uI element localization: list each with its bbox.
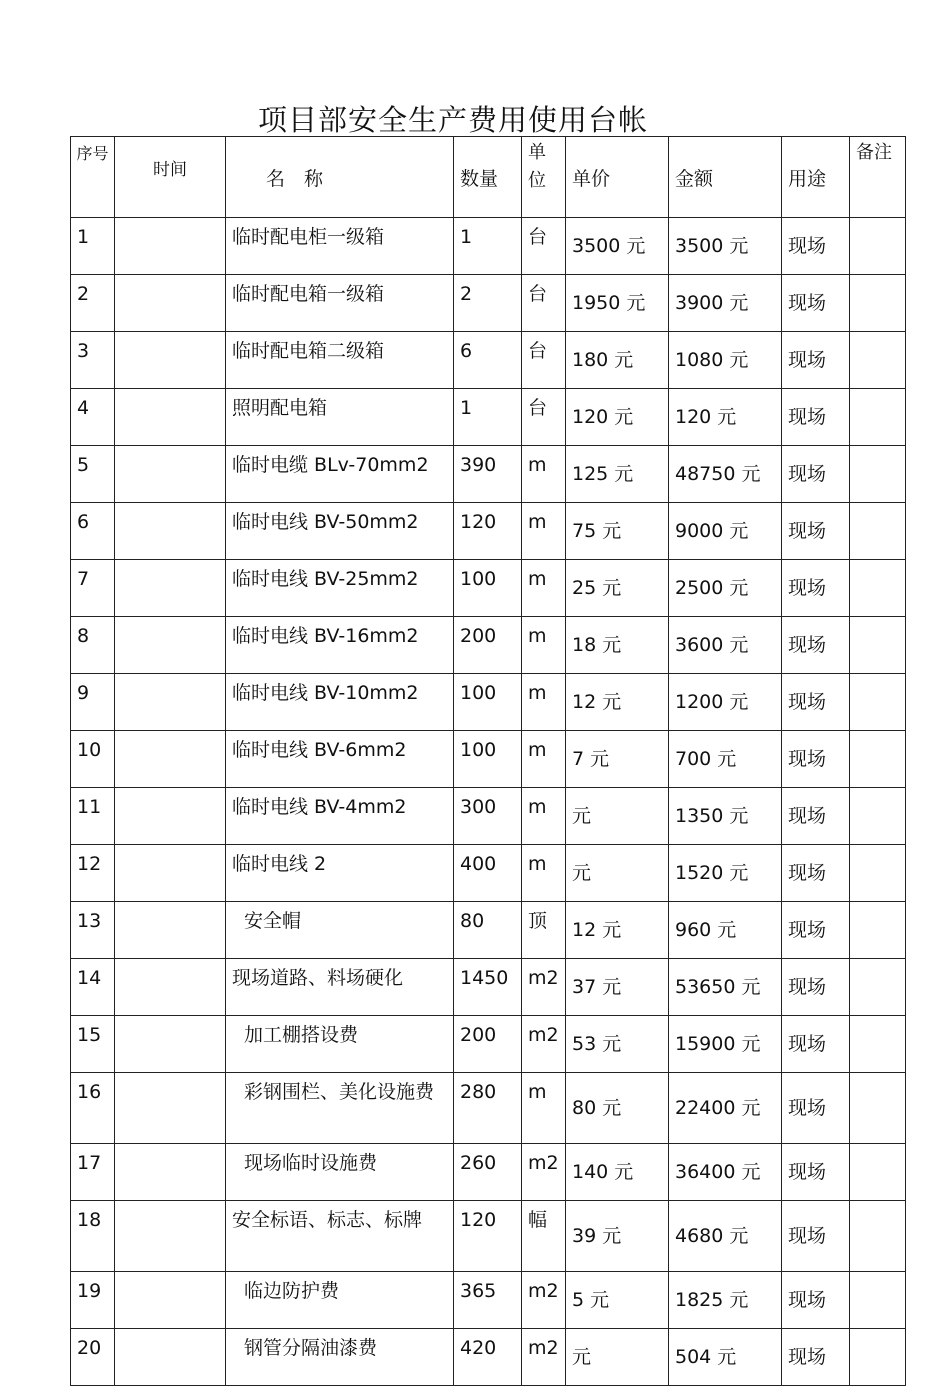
header-seq: 序号: [71, 137, 115, 218]
price-cell: 140 元: [566, 1144, 669, 1201]
time-cell: [115, 560, 226, 617]
name-cell: 临时配电箱一级箱: [226, 275, 454, 332]
ledger-table: [70, 136, 906, 1386]
remark-cell: [850, 1329, 906, 1386]
usage-cell: 现场: [782, 617, 850, 674]
seq-cell: 14: [71, 959, 115, 1016]
time-cell: [115, 731, 226, 788]
amount-cell: 960 元: [669, 902, 782, 959]
header-price: 单价: [566, 137, 669, 218]
amount-cell: 1520 元: [669, 845, 782, 902]
amount-cell: 53650 元: [669, 959, 782, 1016]
qty-cell: 390: [454, 446, 522, 503]
table-row: [71, 560, 906, 617]
seq-cell: 3: [71, 332, 115, 389]
name-cell: 照明配电箱: [226, 389, 454, 446]
usage-cell: 现场: [782, 674, 850, 731]
table-row: [71, 1329, 906, 1386]
remark-cell: [850, 617, 906, 674]
price-cell: 39 元: [566, 1201, 669, 1272]
header-time: 时间: [115, 137, 226, 218]
unit-cell: 台: [522, 275, 566, 332]
name-cell: 临时配电柜一级箱: [226, 218, 454, 275]
qty-cell: 200: [454, 617, 522, 674]
time-cell: [115, 788, 226, 845]
header-unit: 单位: [522, 137, 566, 218]
qty-cell: 120: [454, 503, 522, 560]
price-cell: 5 元: [566, 1272, 669, 1329]
seq-cell: 15: [71, 1016, 115, 1073]
amount-cell: 48750 元: [669, 446, 782, 503]
usage-cell: 现场: [782, 1329, 850, 1386]
remark-cell: [850, 560, 906, 617]
usage-cell: 现场: [782, 959, 850, 1016]
table-row: [71, 1144, 906, 1201]
unit-cell: m: [522, 674, 566, 731]
name-cell: 彩钢围栏、美化设施费: [226, 1073, 454, 1144]
usage-cell: 现场: [782, 902, 850, 959]
table-row: [71, 275, 906, 332]
qty-cell: 1450: [454, 959, 522, 1016]
qty-cell: 280: [454, 1073, 522, 1144]
page-title: 项目部安全生产费用使用台帐: [257, 103, 648, 137]
qty-cell: 1: [454, 218, 522, 275]
price-cell: 元: [566, 1329, 669, 1386]
seq-cell: 2: [71, 275, 115, 332]
amount-cell: 504 元: [669, 1329, 782, 1386]
unit-cell: m: [522, 1073, 566, 1144]
price-cell: 7 元: [566, 731, 669, 788]
remark-cell: [850, 731, 906, 788]
remark-cell: [850, 845, 906, 902]
name-cell: 临时电线 BV-25mm2: [226, 560, 454, 617]
qty-cell: 400: [454, 845, 522, 902]
unit-cell: m: [522, 446, 566, 503]
amount-cell: 3900 元: [669, 275, 782, 332]
table-row: [71, 218, 906, 275]
remark-cell: [850, 959, 906, 1016]
time-cell: [115, 1144, 226, 1201]
time-cell: [115, 1329, 226, 1386]
unit-cell: m: [522, 788, 566, 845]
remark-cell: [850, 674, 906, 731]
amount-cell: 22400 元: [669, 1073, 782, 1144]
price-cell: 18 元: [566, 617, 669, 674]
price-cell: 37 元: [566, 959, 669, 1016]
time-cell: [115, 1201, 226, 1272]
name-cell: 临时配电箱二级箱: [226, 332, 454, 389]
qty-cell: 100: [454, 560, 522, 617]
unit-cell: 幅: [522, 1201, 566, 1272]
amount-cell: 120 元: [669, 389, 782, 446]
seq-cell: 6: [71, 503, 115, 560]
remark-cell: [850, 788, 906, 845]
price-cell: 元: [566, 788, 669, 845]
header-remark: 备注: [850, 137, 906, 218]
unit-cell: 顶: [522, 902, 566, 959]
remark-cell: [850, 275, 906, 332]
time-cell: [115, 1073, 226, 1144]
price-cell: 12 元: [566, 674, 669, 731]
remark-cell: [850, 389, 906, 446]
amount-cell: 2500 元: [669, 560, 782, 617]
time-cell: [115, 503, 226, 560]
time-cell: [115, 845, 226, 902]
name-cell: 临时电线 BV-6mm2: [226, 731, 454, 788]
usage-cell: 现场: [782, 1016, 850, 1073]
remark-cell: [850, 446, 906, 503]
time-cell: [115, 959, 226, 1016]
name-cell: 临时电线 BV-16mm2: [226, 617, 454, 674]
table-row: [71, 1272, 906, 1329]
seq-cell: 16: [71, 1073, 115, 1144]
name-cell: 临时电线 BV-4mm2: [226, 788, 454, 845]
name-cell: 钢管分隔油漆费: [226, 1329, 454, 1386]
table-row: [71, 617, 906, 674]
table-row: [71, 1073, 906, 1144]
qty-cell: 100: [454, 731, 522, 788]
unit-cell: m: [522, 503, 566, 560]
price-cell: 12 元: [566, 902, 669, 959]
table-row: [71, 446, 906, 503]
amount-cell: 1350 元: [669, 788, 782, 845]
time-cell: [115, 446, 226, 503]
usage-cell: 现场: [782, 845, 850, 902]
table-row: [71, 1016, 906, 1073]
price-cell: 120 元: [566, 389, 669, 446]
unit-cell: m2: [522, 959, 566, 1016]
usage-cell: 现场: [782, 332, 850, 389]
amount-cell: 1080 元: [669, 332, 782, 389]
seq-cell: 19: [71, 1272, 115, 1329]
remark-cell: [850, 332, 906, 389]
usage-cell: 现场: [782, 1272, 850, 1329]
price-cell: 125 元: [566, 446, 669, 503]
qty-cell: 6: [454, 332, 522, 389]
remark-cell: [850, 1272, 906, 1329]
seq-cell: 10: [71, 731, 115, 788]
name-cell: 临边防护费: [226, 1272, 454, 1329]
unit-cell: m2: [522, 1272, 566, 1329]
amount-cell: 4680 元: [669, 1201, 782, 1272]
name-cell: 临时电线 BV-10mm2: [226, 674, 454, 731]
price-cell: 元: [566, 845, 669, 902]
seq-cell: 7: [71, 560, 115, 617]
amount-cell: 15900 元: [669, 1016, 782, 1073]
usage-cell: 现场: [782, 275, 850, 332]
seq-cell: 20: [71, 1329, 115, 1386]
unit-cell: m: [522, 617, 566, 674]
usage-cell: 现场: [782, 446, 850, 503]
remark-cell: [850, 1144, 906, 1201]
qty-cell: 80: [454, 902, 522, 959]
seq-cell: 8: [71, 617, 115, 674]
time-cell: [115, 1016, 226, 1073]
usage-cell: 现场: [782, 218, 850, 275]
header-usage: 用途: [782, 137, 850, 218]
amount-cell: 9000 元: [669, 503, 782, 560]
qty-cell: 420: [454, 1329, 522, 1386]
amount-cell: 700 元: [669, 731, 782, 788]
seq-cell: 13: [71, 902, 115, 959]
table-row: [71, 332, 906, 389]
amount-cell: 3600 元: [669, 617, 782, 674]
price-cell: 80 元: [566, 1073, 669, 1144]
table-row: [71, 902, 906, 959]
time-cell: [115, 389, 226, 446]
time-cell: [115, 902, 226, 959]
price-cell: 3500 元: [566, 218, 669, 275]
qty-cell: 120: [454, 1201, 522, 1272]
qty-cell: 300: [454, 788, 522, 845]
unit-cell: m2: [522, 1329, 566, 1386]
seq-cell: 12: [71, 845, 115, 902]
usage-cell: 现场: [782, 788, 850, 845]
header-name: 名 称: [226, 137, 454, 218]
qty-cell: 2: [454, 275, 522, 332]
remark-cell: [850, 902, 906, 959]
seq-cell: 5: [71, 446, 115, 503]
seq-cell: 11: [71, 788, 115, 845]
usage-cell: 现场: [782, 389, 850, 446]
header-amount: 金额: [669, 137, 782, 218]
remark-cell: [850, 218, 906, 275]
table-row: [71, 674, 906, 731]
table-row: [71, 503, 906, 560]
unit-cell: m2: [522, 1144, 566, 1201]
qty-cell: 100: [454, 674, 522, 731]
seq-cell: 18: [71, 1201, 115, 1272]
name-cell: 加工棚搭设费: [226, 1016, 454, 1073]
price-cell: 25 元: [566, 560, 669, 617]
seq-cell: 17: [71, 1144, 115, 1201]
table-row: [71, 389, 906, 446]
usage-cell: 现场: [782, 1073, 850, 1144]
amount-cell: 1825 元: [669, 1272, 782, 1329]
table-row: [71, 788, 906, 845]
table-row: [71, 1201, 906, 1272]
qty-cell: 260: [454, 1144, 522, 1201]
header-row: [71, 137, 906, 218]
name-cell: 安全标语、标志、标牌: [226, 1201, 454, 1272]
time-cell: [115, 617, 226, 674]
remark-cell: [850, 503, 906, 560]
amount-cell: 36400 元: [669, 1144, 782, 1201]
name-cell: 现场临时设施费: [226, 1144, 454, 1201]
remark-cell: [850, 1016, 906, 1073]
usage-cell: 现场: [782, 503, 850, 560]
price-cell: 1950 元: [566, 275, 669, 332]
time-cell: [115, 332, 226, 389]
time-cell: [115, 218, 226, 275]
qty-cell: 365: [454, 1272, 522, 1329]
unit-cell: m: [522, 731, 566, 788]
usage-cell: 现场: [782, 560, 850, 617]
qty-cell: 200: [454, 1016, 522, 1073]
time-cell: [115, 674, 226, 731]
unit-cell: m: [522, 560, 566, 617]
name-cell: 临时电线 BV-50mm2: [226, 503, 454, 560]
header-qty: 数量: [454, 137, 522, 218]
amount-cell: 3500 元: [669, 218, 782, 275]
seq-cell: 4: [71, 389, 115, 446]
unit-cell: m: [522, 845, 566, 902]
price-cell: 180 元: [566, 332, 669, 389]
remark-cell: [850, 1201, 906, 1272]
name-cell: 现场道路、料场硬化: [226, 959, 454, 1016]
unit-cell: 台: [522, 218, 566, 275]
remark-cell: [850, 1073, 906, 1144]
price-cell: 53 元: [566, 1016, 669, 1073]
seq-cell: 9: [71, 674, 115, 731]
table-row: [71, 845, 906, 902]
time-cell: [115, 1272, 226, 1329]
unit-cell: m2: [522, 1016, 566, 1073]
usage-cell: 现场: [782, 1201, 850, 1272]
time-cell: [115, 275, 226, 332]
unit-cell: 台: [522, 332, 566, 389]
usage-cell: 现场: [782, 1144, 850, 1201]
table-row: [71, 731, 906, 788]
table-row: [71, 959, 906, 1016]
name-cell: 临时电缆 BLv-70mm2: [226, 446, 454, 503]
price-cell: 75 元: [566, 503, 669, 560]
name-cell: 安全帽: [226, 902, 454, 959]
unit-cell: 台: [522, 389, 566, 446]
name-cell: 临时电线 2: [226, 845, 454, 902]
qty-cell: 1: [454, 389, 522, 446]
usage-cell: 现场: [782, 731, 850, 788]
amount-cell: 1200 元: [669, 674, 782, 731]
seq-cell: 1: [71, 218, 115, 275]
